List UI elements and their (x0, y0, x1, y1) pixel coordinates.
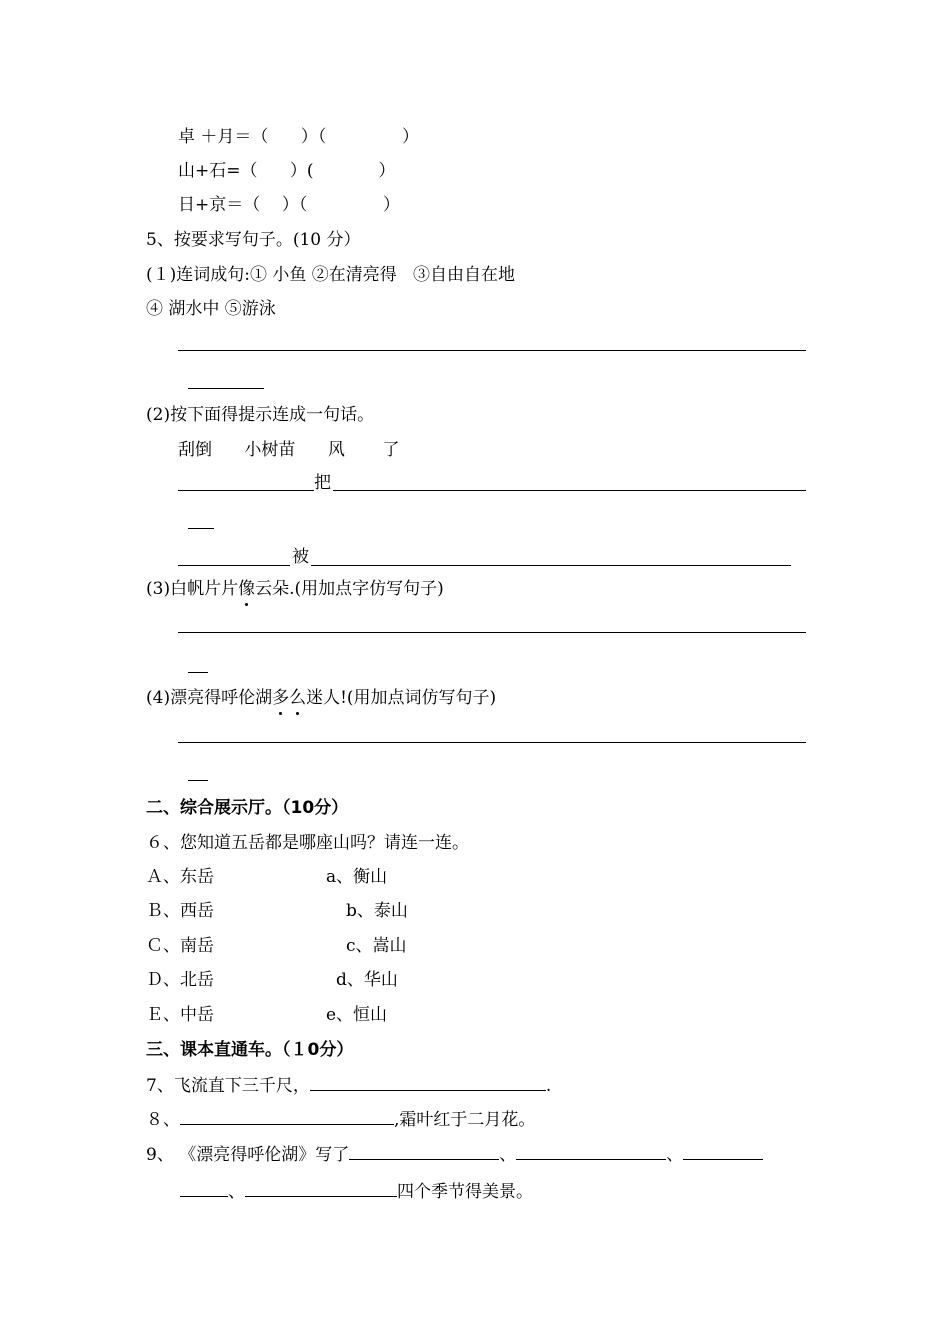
question-9-pre: 9、 《漂亮得呼伦湖》写了 (146, 1145, 350, 1165)
answer-blank-9-2[interactable] (516, 1143, 666, 1160)
question-5-2-words: 刮倒 小树苗 风 了 (178, 440, 400, 460)
answer-blank-9-3b[interactable] (180, 1180, 228, 1197)
question-5-3-post: 云朵.(用加点字仿写句子) (255, 579, 444, 599)
mountain-left-c: Ｃ、南岳 (146, 936, 214, 956)
question-5-1-line2: ④ 湖水中 ⑤游泳 (146, 299, 276, 319)
question-8 (146, 1108, 535, 1131)
answer-blank-9-1[interactable] (349, 1143, 499, 1160)
ba-label: 把 (314, 473, 331, 493)
question-9-sep3: 、 (228, 1182, 245, 1202)
answer-line-5-4b[interactable] (188, 780, 208, 781)
mountain-left-b: Ｂ、西岳 (146, 901, 214, 921)
dotted-char: 像 (238, 579, 256, 599)
question-7-pre: 7、飞流直下三千尺， (146, 1076, 310, 1096)
question-5-3 (146, 578, 444, 600)
mountain-right-a: a、衡山 (326, 867, 388, 887)
char-combo-3: 日+京＝（ ）（ ） (178, 195, 401, 215)
answer-line-5-1b[interactable] (188, 388, 264, 389)
question-6: ６、您知道五岳都是哪座山吗？请连一连。 (146, 833, 469, 853)
question-5-1-line1: (１)连词成句:① 小鱼 ②在清亮得 ③自由自在地 (146, 265, 516, 285)
section-3-title: 三、课本直通车。（１0分） (146, 1040, 354, 1060)
answer-line-5-1a[interactable] (178, 350, 806, 351)
dotted-char-1: 多 (272, 688, 290, 708)
question-5-2-title: (2)按下面得提示连成一句话。 (146, 405, 375, 425)
question-8-pre: ８、 (146, 1110, 180, 1130)
question-7-post: . (545, 1076, 552, 1096)
mountain-left-e: Ｅ、中岳 (146, 1005, 214, 1025)
mountain-right-c: c、嵩山 (346, 936, 407, 956)
answer-line-bei-right[interactable] (311, 565, 791, 566)
question-9-sep1: 、 (499, 1145, 517, 1165)
question-5-title: 5、按要求写句子。(10 分） (146, 230, 361, 250)
question-5-3-pre: (3)白帆片片 (146, 579, 239, 599)
question-9-post: 四个季节得美景。 (397, 1182, 533, 1202)
dotted-char-2: 么 (289, 688, 307, 708)
answer-blank-9-4[interactable] (245, 1180, 397, 1197)
mountain-left-d: Ｄ、北岳 (146, 970, 214, 990)
mountain-right-d: d、华山 (336, 970, 398, 990)
section-2-title: 二、综合展示厅。（10分） (146, 798, 349, 818)
mountain-right-e: e、恒山 (326, 1005, 388, 1025)
answer-line-ba-cont[interactable] (188, 528, 214, 529)
question-8-post: ,霜叶红于二月花。 (394, 1110, 536, 1130)
question-5-4-pre: (4)漂亮得呼伦湖 (146, 688, 273, 708)
char-combo-2: 山+石=（ ）( ） (178, 161, 396, 181)
question-9-cont (180, 1180, 533, 1203)
answer-line-5-3b[interactable] (188, 672, 208, 673)
mountain-left-a: Ａ、东岳 (146, 867, 214, 887)
answer-line-ba-right[interactable] (333, 490, 806, 491)
char-combo-1: 卓 ＋月＝（ ）（ ） (178, 127, 419, 147)
answer-line-ba-left[interactable] (178, 490, 314, 491)
bei-label: 被 (292, 547, 309, 567)
answer-blank-9-3a[interactable] (683, 1143, 763, 1160)
answer-blank-8[interactable] (180, 1108, 394, 1125)
question-9-sep2: 、 (666, 1145, 684, 1165)
answer-line-5-3a[interactable] (178, 632, 806, 633)
answer-line-bei-left[interactable] (178, 565, 290, 566)
mountain-right-b: b、泰山 (346, 901, 408, 921)
question-5-4 (146, 687, 496, 709)
answer-line-5-4a[interactable] (178, 742, 806, 743)
question-5-4-post: 迷人!(用加点词仿写句子) (306, 688, 497, 708)
question-9 (146, 1143, 763, 1166)
answer-blank-7[interactable] (310, 1074, 546, 1091)
question-7 (146, 1074, 551, 1097)
